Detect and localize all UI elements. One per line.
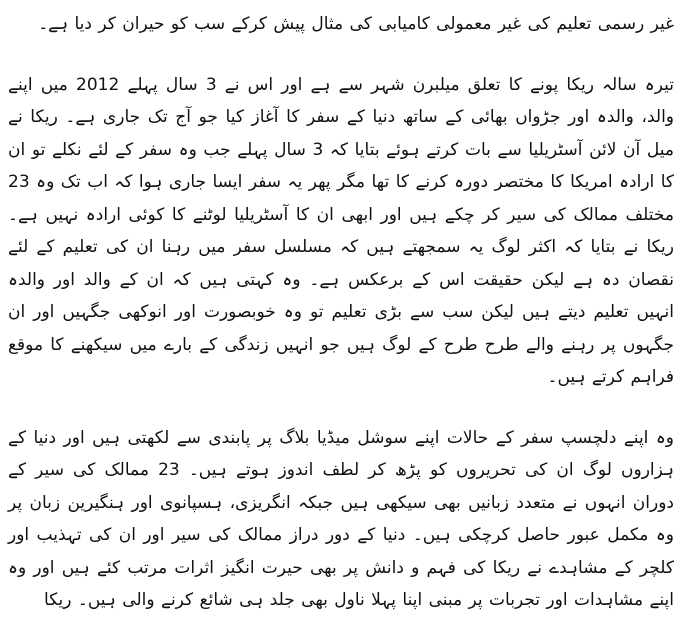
article-paragraph-intro: غیر رسمی تعلیم کی غیر معمولی کامیابی کی مثال پیش کرکے سب کو حیران کر دیا ہے۔ [38, 14, 674, 34]
article-paragraph-journey: تیرہ سالہ ریکا پونے کا تعلق میلبرن شہر سے ہے اور اس نے 3 سال پہلے 2012 میں اپنے والد، والدہ اور جڑواں بھائی کے ساتھ دنیا کے سفر کا آغاز کیا جو آج تک جاری ہے۔ ریکا نے میل آن لائن آسٹریلیا سے بات کرتے ہوئے بتایا کہ 3 سال پہلے جب وہ سفر کے لئے نکلے تو ان کا ارادہ امریکا کا مختصر دورہ کرنے کا تھا مگر پھر یہ سفر ایسا جاری ہوا کہ اب تک وہ 23 مختلف ممالک کی سیر کر چکے ہیں اور ابھی ان کا آسٹریلیا لوٹنے کا کوئی ارادہ نہیں ہے۔ ریکا نے بتایا کہ اکثر لوگ یہ سمجھتے ہیں کہ مسلسل سفر میں رہنا ان کی تعلیم کے لئے نقصان دہ ہے لیکن حقیقت اس کے برعکس ہے۔ وہ کہتی ہیں کہ ان کے والد اور والدہ انہیں تعلیم دیتے ہیں لیکن سب سے بڑی تعلیم تو وہ خوبصورت اور انوکھی جگہیں اور ان جگہوں پر رہنے والے طرح طرح کے لوگ ہیں جو انہیں زندگی کے بارے میں سیکھنے کا موقع فراہم کرتے ہیں۔ [8, 74, 674, 387]
article-paragraph-blog: وہ اپنے دلچسپ سفر کے حالات اپنے سوشل میڈیا بلاگ پر پابندی سے لکھتی ہیں اور دنیا کے ہزاروں لوگ ان کی تحریروں کو پڑھ کر لطف اندوز ہوتے ہیں۔ 23 ممالک کی سیر کے دوران انہوں نے متعدد زبانیں بھی سیکھی ہیں جبکہ انگریزی، ہسپانوی اور ہنگیرین زبان پر وہ مکمل عبور حاصل کرچکی ہیں۔ دنیا کے دور دراز ممالک کی سیر اور ان کی تہذیب اور کلچر کے مشاہدے نے ریکا کی فہم و دانش پر بھی حیرت انگیز اثرات مرتب کئے ہیں اور وہ اپنے مشاہدات اور تجربات پر مبنی اپنا پہلا ناول بھی جلد ہی شائع کرنے والی ہیں۔ ریکا [8, 427, 674, 610]
